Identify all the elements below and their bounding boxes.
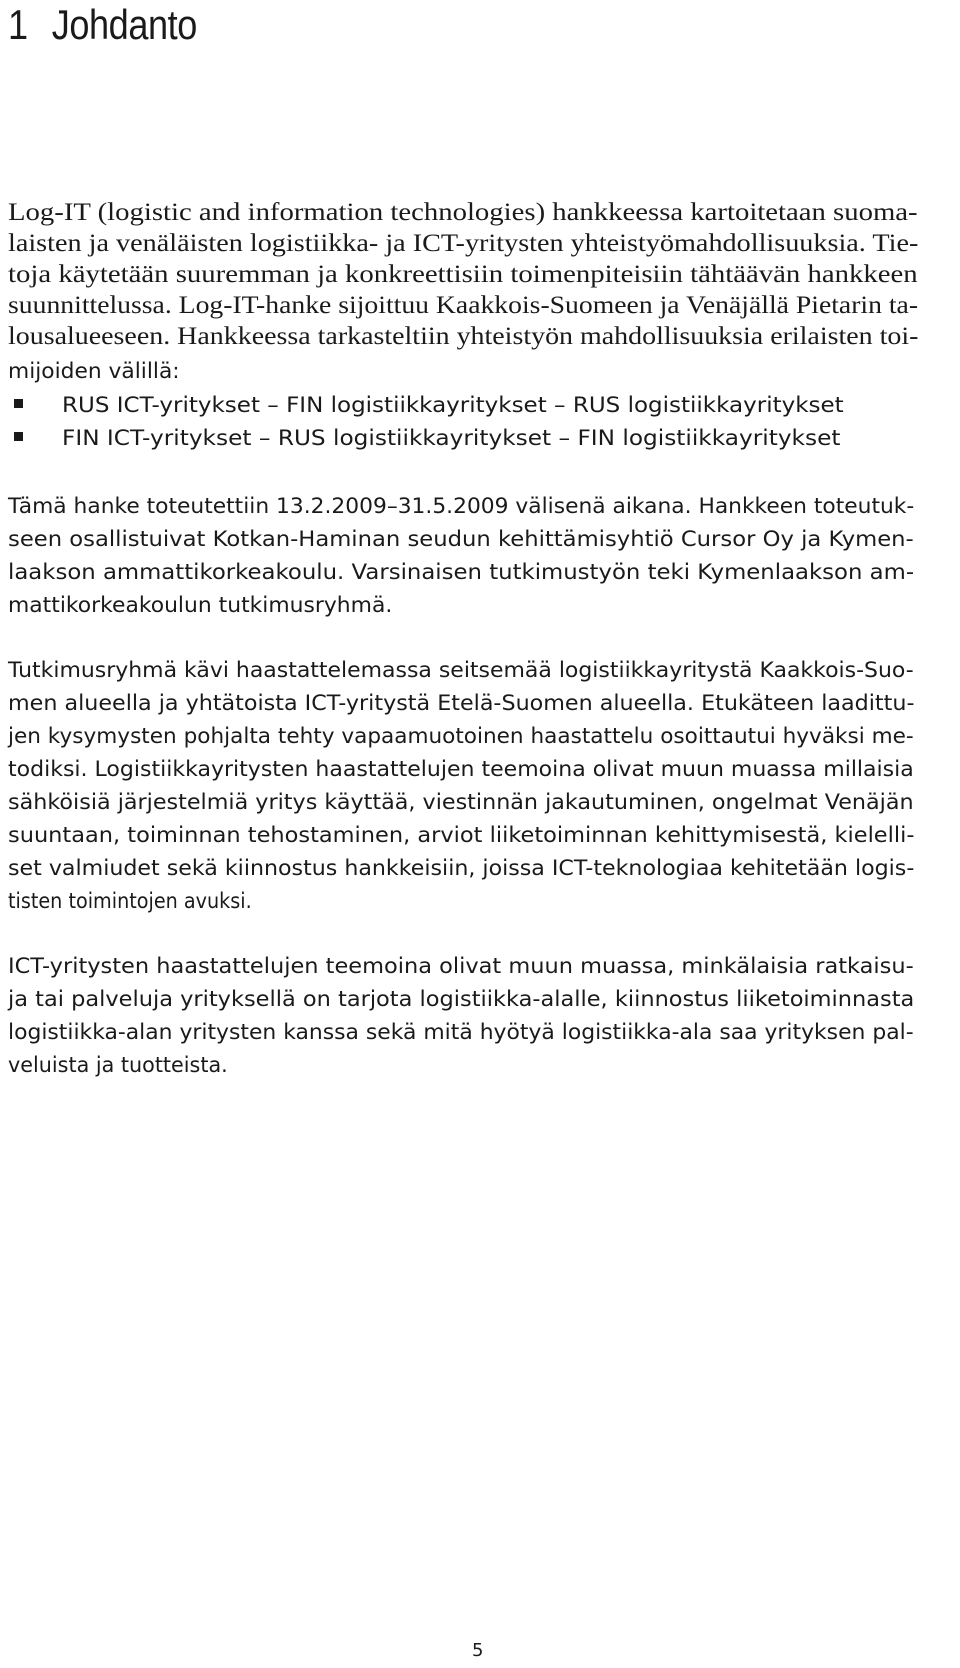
bullet-icon — [14, 432, 23, 441]
paragraph-3-line: sähköisiä järjestelmiä yritys käyttää, viestinnän jakautuminen, ongelmat Venäjän — [8, 790, 914, 814]
chapter-title: Johdanto — [51, 1, 197, 48]
paragraph-4-line: ja tai palveluja yrityksellä on tarjota logistiikka-alalle, kiinnostus liiketoiminnasta — [8, 987, 915, 1011]
paragraph-3-line: jen kysymysten pohjalta tehty vapaamuotoinen haastattelu osoittautui hyväksi me- — [8, 724, 914, 748]
chapter-number: 1 — [8, 1, 28, 48]
paragraph-1-line: lousalueeseen. Hankkeessa tarkasteltiin yhteistyön mahdollisuuksia erilaisten toi- — [8, 323, 919, 350]
bullet-item: RUS ICT-yritykset – FIN logistiikkayritykset – RUS logistiikkayritykset — [62, 393, 844, 417]
paragraph-3-line: set valmiudet sekä kiinnostus hankkeisiin, joissa ICT-teknologiaa kehitetään logis- — [8, 856, 915, 880]
paragraph-1-line: mijoiden välillä: — [8, 359, 180, 383]
paragraph-2-line: laakson ammattikorkeakoulu. Varsinaisen tutkimustyön teki Kymenlaakson am- — [8, 560, 915, 584]
paragraph-1-line: laisten ja venäläisten logistiikka- ja ICT-yritysten yhteistyömahdollisuuksia. Tie- — [8, 230, 919, 257]
paragraph-3-line: todiksi. Logistiikkayritysten haastattelujen teemoina olivat muun muassa millaisia — [8, 757, 914, 781]
paragraph-4-line: ICT-yritysten haastattelujen teemoina olivat muun muassa, minkälaisia ratkaisu- — [8, 954, 914, 978]
paragraph-1-line: Log-IT (logistic and information technologies) hankkeessa kartoitetaan suoma- — [8, 199, 918, 226]
paragraph-3-line: tisten toimintojen avuksi. — [8, 889, 252, 913]
paragraph-4-line: logistiikka-alan yritysten kanssa sekä mitä hyötyä logistiikka-ala saa yrityksen pal- — [8, 1020, 914, 1044]
paragraph-2-line: mattikorkeakoulun tutkimusryhmä. — [8, 593, 393, 617]
paragraph-3-line: men alueella ja yhtätoista ICT-yritystä Etelä-Suomen alueella. Etukäteen laadittu- — [8, 691, 915, 715]
paragraph-1-line: suunnittelussa. Log-IT-hanke sijoittuu Kaakkois-Suomeen ja Venäjällä Pietarin ta- — [8, 292, 919, 319]
chapter-heading — [8, 0, 197, 50]
bullet-item: FIN ICT-yritykset – RUS logistiikkayritykset – FIN logistiikkayritykset — [62, 426, 841, 450]
paragraph-2-line: seen osallistuivat Kotkan-Haminan seudun kehittämisyhtiö Cursor Oy ja Kymen- — [8, 527, 914, 551]
page-number: 5 — [472, 1640, 484, 1661]
bullet-icon — [14, 399, 23, 408]
paragraph-3-line: Tutkimusryhmä kävi haastattelemassa seitsemää logistiikkayritystä Kaakkois-Suo- — [8, 658, 914, 682]
paragraph-3-line: suuntaan, toiminnan tehostaminen, arviot liiketoiminnan kehittymisestä, kielelli- — [8, 823, 915, 847]
paragraph-1-line: toja käytetään suuremman ja konkreettisiin toimenpiteisiin tähtäävän hankkeen — [8, 261, 918, 288]
paragraph-4-line: veluista ja tuotteista. — [8, 1053, 228, 1077]
paragraph-2-line: Tämä hanke toteutettiin 13.2.2009–31.5.2009 välisenä aikana. Hankkeen toteutuk- — [8, 494, 915, 518]
